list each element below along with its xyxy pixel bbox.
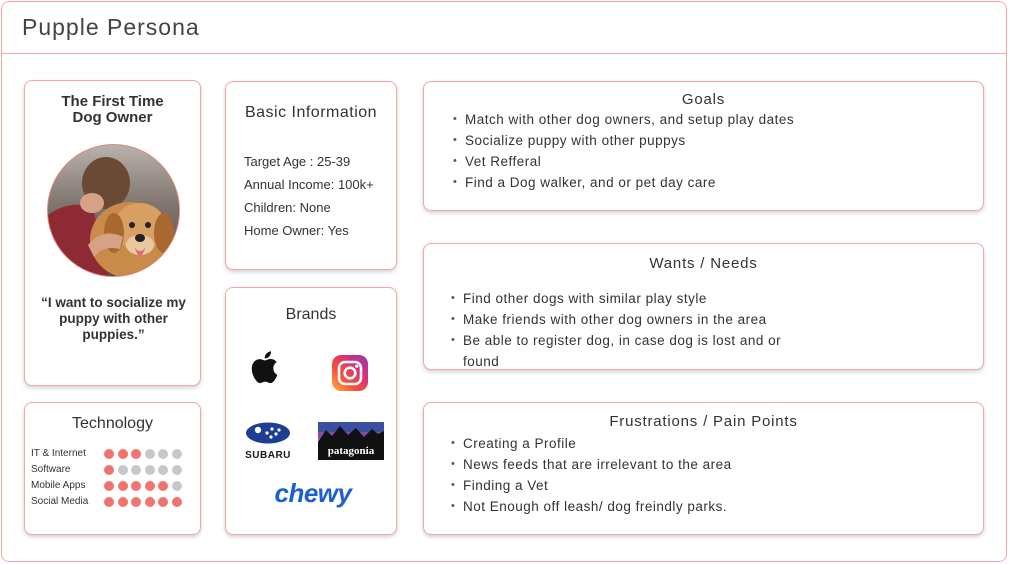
goals-card [423, 81, 984, 211]
rating-dot-filled [131, 449, 141, 459]
list-item: • Vet Refferal [453, 151, 794, 172]
page-title: Pupple Persona [22, 14, 200, 40]
instagram-logo [332, 355, 368, 396]
rating-dot-filled [104, 481, 114, 491]
rating-dot-filled [145, 497, 155, 507]
tech-label: IT & Internet [31, 448, 86, 459]
chewy-wordmark: chewy [274, 478, 352, 508]
wants-needs-list [451, 288, 811, 372]
apple-logo [250, 350, 278, 389]
brands-title: Brands [285, 306, 337, 323]
frustrations-card [423, 402, 984, 535]
rating-dot-filled [131, 497, 141, 507]
frustrations-list [451, 433, 732, 517]
basic-info-target-age: Target Age : 25-39 [244, 154, 351, 169]
tech-rating [104, 465, 186, 475]
list-item: • Match with other dog owners, and setup play dates [453, 109, 794, 130]
subaru-logo [239, 422, 297, 461]
patagonia-logo [318, 422, 384, 460]
header-bar [1, 1, 1007, 54]
rating-dot-filled [118, 481, 128, 491]
chewy-logo [268, 478, 358, 509]
rating-dot-empty [172, 465, 182, 475]
rating-dot-filled [118, 449, 128, 459]
list-item: • Find other dogs with similar play style [451, 288, 811, 309]
rating-dot-empty [172, 481, 182, 491]
tech-row-software [31, 463, 196, 477]
technology-title: Technology [72, 415, 153, 432]
rating-dot-empty [118, 465, 128, 475]
technology-card [24, 402, 201, 535]
tech-rating [104, 481, 186, 491]
basic-info-title: Basic Information [244, 104, 378, 121]
list-item: • News feeds that are irrelevant to the area [451, 454, 732, 475]
list-item: • Be able to register dog, in case dog is lost and or found [451, 330, 811, 372]
rating-dot-empty [172, 449, 182, 459]
list-item: • Not Enough off leash/ dog freindly parks. [451, 496, 732, 517]
rating-dot-empty [158, 465, 168, 475]
basic-info-home-owner: Home Owner: Yes [244, 223, 349, 238]
list-item: • Creating a Profile [451, 433, 732, 454]
goals-list [453, 109, 794, 193]
basic-info-income: Annual Income: 100k+ [244, 177, 374, 192]
subaru-wordmark: SUBARU [245, 450, 291, 461]
rating-dot-filled [104, 465, 114, 475]
tech-row-mobile-apps [31, 479, 196, 493]
tech-row-it-internet [31, 447, 196, 461]
list-item: • Finding a Vet [451, 475, 732, 496]
basic-info-children: Children: None [244, 200, 331, 215]
rating-dot-empty [131, 465, 141, 475]
rating-dot-filled [131, 481, 141, 491]
rating-dot-filled [158, 481, 168, 491]
persona-card [24, 80, 201, 386]
avatar-image [48, 145, 180, 277]
tech-rating [104, 497, 186, 507]
rating-dot-empty [145, 449, 155, 459]
rating-dot-filled [104, 449, 114, 459]
wants-needs-title: Wants / Needs [649, 255, 758, 272]
rating-dot-filled [158, 497, 168, 507]
frustrations-title: Frustrations / Pain Points [609, 413, 798, 430]
list-item: • Make friends with other dog owners in the area [451, 309, 811, 330]
persona-quote: “I want to socialize my puppy with other puppies.” [41, 295, 186, 342]
rating-dot-filled [118, 497, 128, 507]
rating-dot-filled [172, 497, 182, 507]
persona-avatar [47, 144, 180, 277]
tech-rating [104, 449, 186, 459]
goals-title: Goals [681, 91, 726, 108]
list-item: • Find a Dog walker, and or pet day care [453, 172, 794, 193]
list-item: • Socialize puppy with other puppys [453, 130, 794, 151]
rating-dot-empty [158, 449, 168, 459]
brands-card [225, 287, 397, 535]
rating-dot-filled [104, 497, 114, 507]
patagonia-wordmark: patagonia [327, 445, 375, 457]
rating-dot-empty [145, 465, 155, 475]
tech-label: Software [31, 464, 71, 475]
persona-title: The First Time Dog Owner [61, 93, 164, 126]
rating-dot-filled [145, 481, 155, 491]
tech-row-social-media [31, 495, 196, 509]
basic-info-card [225, 81, 397, 270]
tech-label: Mobile Apps [31, 480, 86, 491]
tech-label: Social Media [31, 496, 89, 507]
wants-needs-card [423, 243, 984, 370]
